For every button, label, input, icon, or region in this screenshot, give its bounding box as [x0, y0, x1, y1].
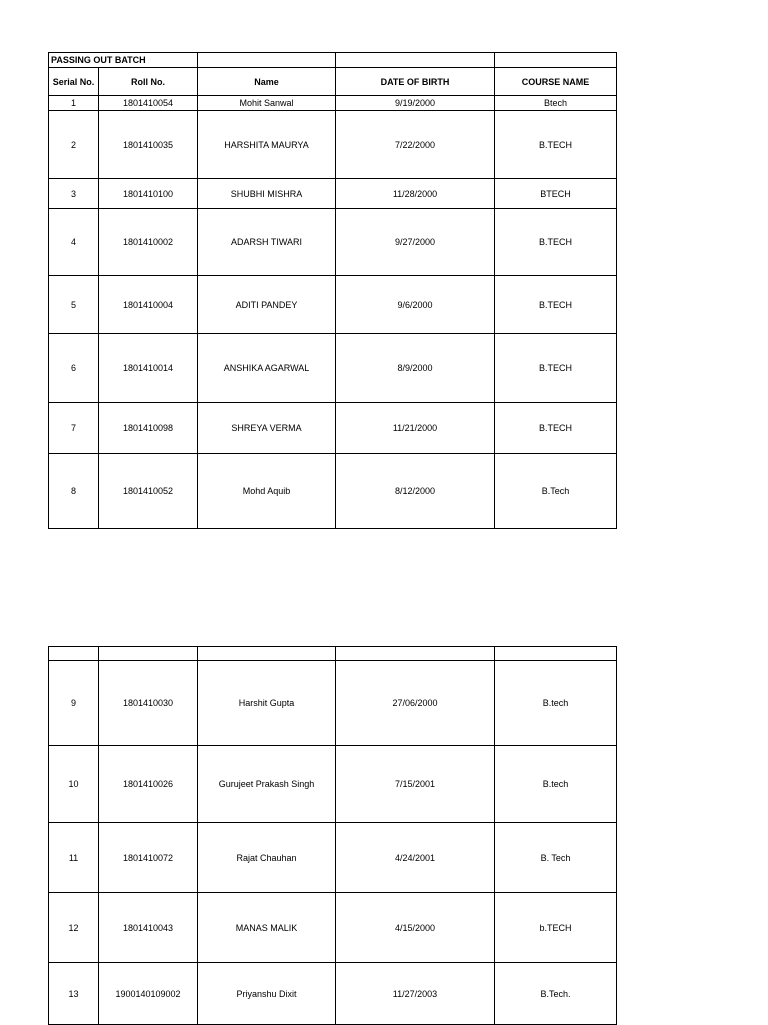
sheet-page-1 [48, 52, 617, 529]
serial-cell: 13 [49, 963, 99, 1025]
dob-cell: 9/6/2000 [336, 276, 495, 334]
name-cell: HARSHITA MAURYA [198, 111, 336, 179]
table-row [49, 963, 617, 1025]
course-cell: B.TECH [495, 276, 617, 334]
table-row [49, 746, 617, 823]
dob-cell: 11/21/2000 [336, 403, 495, 454]
name-cell: Gurujeet Prakash Singh [198, 746, 336, 823]
header-name: Name [198, 68, 336, 96]
roll-cell: 1801410035 [99, 111, 198, 179]
serial-cell: 2 [49, 111, 99, 179]
dob-cell: 11/27/2003 [336, 963, 495, 1025]
table-row [49, 96, 617, 111]
roll-cell: 1801410054 [99, 96, 198, 111]
course-cell: B.TECH [495, 209, 617, 276]
dob-cell: 7/22/2000 [336, 111, 495, 179]
empty-cell [99, 647, 198, 661]
title-row [49, 53, 617, 68]
empty-cell [495, 53, 617, 68]
header-course-name: COURSE NAME [495, 68, 617, 96]
name-cell: Mohd Aquib [198, 454, 336, 529]
course-cell: B.TECH [495, 403, 617, 454]
roll-cell: 1801410004 [99, 276, 198, 334]
roll-cell: 1801410002 [99, 209, 198, 276]
table-row [49, 276, 617, 334]
passing-out-batch-table-continued [48, 646, 617, 1025]
serial-cell: 4 [49, 209, 99, 276]
roll-cell: 1801410030 [99, 661, 198, 746]
passing-out-batch-table [48, 52, 617, 529]
dob-cell: 8/9/2000 [336, 334, 495, 403]
course-cell: b.TECH [495, 893, 617, 963]
name-cell: Priyanshu Dixit [198, 963, 336, 1025]
dob-cell: 9/27/2000 [336, 209, 495, 276]
sheet-page-2 [48, 646, 617, 1025]
name-cell: ADITI PANDEY [198, 276, 336, 334]
dob-cell: 4/24/2001 [336, 823, 495, 893]
table-row [49, 334, 617, 403]
table-row [49, 661, 617, 746]
serial-cell: 1 [49, 96, 99, 111]
table-row [49, 179, 617, 209]
roll-cell: 1801410072 [99, 823, 198, 893]
name-cell: ADARSH TIWARI [198, 209, 336, 276]
roll-cell: 1900140109002 [99, 963, 198, 1025]
serial-cell: 10 [49, 746, 99, 823]
table-row [49, 111, 617, 179]
roll-cell: 1801410026 [99, 746, 198, 823]
name-cell: SHREYA VERMA [198, 403, 336, 454]
header-serial-no: Serial No. [49, 68, 99, 96]
continuation-row [49, 647, 617, 661]
dob-cell: 4/15/2000 [336, 893, 495, 963]
name-cell: ANSHIKA AGARWAL [198, 334, 336, 403]
roll-cell: 1801410014 [99, 334, 198, 403]
empty-cell [198, 53, 336, 68]
course-cell: B.tech [495, 746, 617, 823]
dob-cell: 7/15/2001 [336, 746, 495, 823]
course-cell: B.Tech [495, 454, 617, 529]
table-row [49, 403, 617, 454]
header-roll-no: Roll No. [99, 68, 198, 96]
course-cell: B.TECH [495, 111, 617, 179]
serial-cell: 11 [49, 823, 99, 893]
empty-cell [336, 53, 495, 68]
name-cell: Harshit Gupta [198, 661, 336, 746]
serial-cell: 9 [49, 661, 99, 746]
empty-cell [49, 647, 99, 661]
table-row [49, 209, 617, 276]
course-cell: B.tech [495, 661, 617, 746]
dob-cell: 8/12/2000 [336, 454, 495, 529]
dob-cell: 9/19/2000 [336, 96, 495, 111]
serial-cell: 3 [49, 179, 99, 209]
course-cell: BTECH [495, 179, 617, 209]
batch-title: PASSING OUT BATCH [49, 53, 198, 68]
empty-cell [495, 647, 617, 661]
serial-cell: 8 [49, 454, 99, 529]
dob-cell: 27/06/2000 [336, 661, 495, 746]
name-cell: MANAS MALIK [198, 893, 336, 963]
serial-cell: 6 [49, 334, 99, 403]
table-row [49, 454, 617, 529]
header-date-of-birth: DATE OF BIRTH [336, 68, 495, 96]
serial-cell: 5 [49, 276, 99, 334]
course-cell: Btech [495, 96, 617, 111]
serial-cell: 12 [49, 893, 99, 963]
empty-cell [198, 647, 336, 661]
serial-cell: 7 [49, 403, 99, 454]
roll-cell: 1801410052 [99, 454, 198, 529]
roll-cell: 1801410043 [99, 893, 198, 963]
empty-cell [336, 647, 495, 661]
table-row [49, 823, 617, 893]
roll-cell: 1801410100 [99, 179, 198, 209]
dob-cell: 11/28/2000 [336, 179, 495, 209]
course-cell: B. Tech [495, 823, 617, 893]
header-row [49, 68, 617, 96]
roll-cell: 1801410098 [99, 403, 198, 454]
course-cell: B.TECH [495, 334, 617, 403]
name-cell: Mohit Sanwal [198, 96, 336, 111]
table-row [49, 893, 617, 963]
course-cell: B.Tech. [495, 963, 617, 1025]
name-cell: Rajat Chauhan [198, 823, 336, 893]
name-cell: SHUBHI MISHRA [198, 179, 336, 209]
